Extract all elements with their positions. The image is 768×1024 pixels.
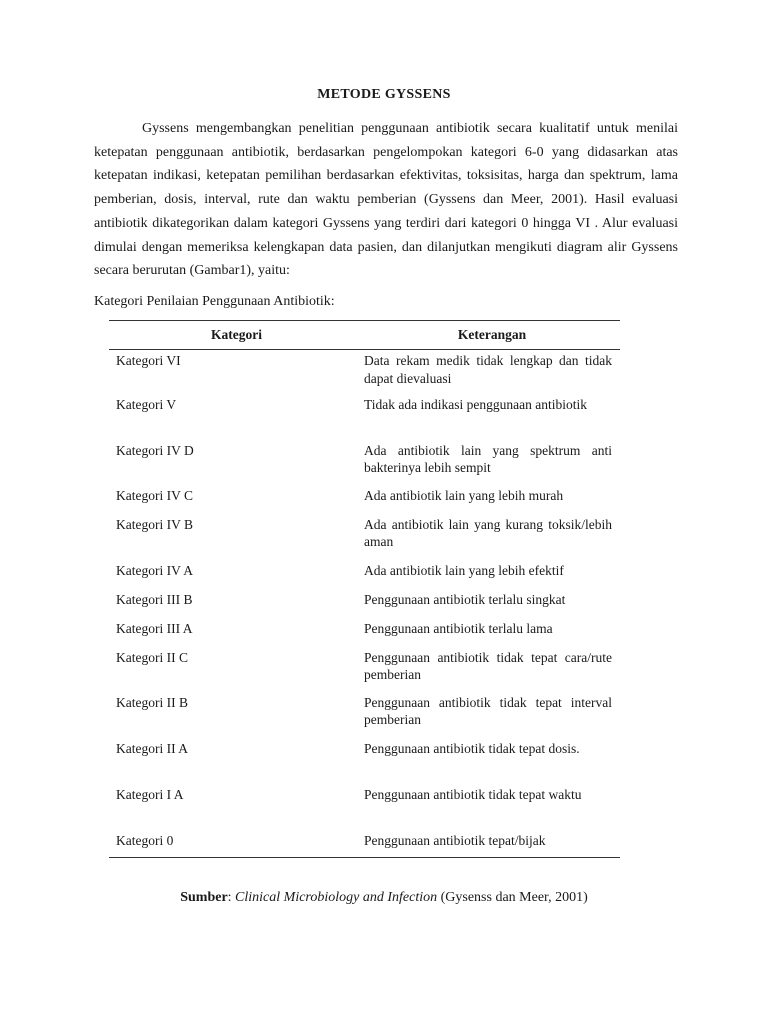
table-row [109, 396, 620, 442]
source-label: Sumber [180, 890, 228, 905]
table-row [109, 487, 620, 516]
keterangan-cell: Penggunaan antibiotik tidak tepat dosis. [364, 740, 580, 756]
table-row [109, 442, 620, 487]
table-lead-text: Kategori Penilaian Penggunaan Antibiotik: [94, 294, 335, 309]
kategori-cell: Kategori III A [116, 620, 193, 636]
kategori-cell: Kategori III B [116, 591, 193, 607]
table-header [109, 321, 620, 350]
keterangan-cell: Penggunaan antibiotik terlalu lama [364, 620, 553, 636]
table-row [109, 832, 620, 858]
keterangan-cell: Ada antibiotik lain yang spektrum anti bakterinya lebih sempit [364, 442, 612, 475]
table-row [109, 740, 620, 786]
page-title: METODE GYSSENS [317, 87, 451, 102]
source-citation: Sumber: Clinical Microbiology and Infection (Gysenss dan Meer, 2001) [180, 890, 588, 905]
kategori-cell: Kategori II B [116, 694, 188, 710]
kategori-cell: Kategori V [116, 396, 177, 412]
keterangan-cell: Tidak ada indikasi penggunaan antibiotik [364, 396, 587, 412]
header-kategori: Kategori [109, 321, 364, 350]
keterangan-cell: Penggunaan antibiotik tidak tepat interval pemberian [364, 694, 612, 727]
kategori-cell: Kategori IV C [116, 487, 193, 503]
table-row [109, 649, 620, 694]
keterangan-cell: Penggunaan antibiotik tepat/bijak [364, 832, 620, 858]
kategori-cell: Kategori 0 [109, 832, 364, 858]
kategori-cell: Kategori IV D [116, 442, 194, 458]
category-table [109, 320, 620, 858]
table-body [109, 350, 620, 858]
source-title: Clinical Microbiology and Infection [235, 890, 438, 905]
kategori-cell: Kategori VI [116, 353, 181, 368]
keterangan-cell: Penggunaan antibiotik terlalu singkat [364, 591, 566, 607]
table-row [109, 516, 620, 562]
table-row [109, 591, 620, 620]
table-row [109, 694, 620, 740]
keterangan-cell: Penggunaan antibiotik tidak tepat cara/rute pemberian [364, 649, 612, 682]
keterangan-cell: Penggunaan antibiotik tidak tepat waktu [364, 786, 582, 802]
kategori-cell: Kategori IV A [116, 562, 193, 578]
kategori-cell: Kategori I A [116, 786, 184, 802]
body-paragraph: Gyssens mengembangkan penelitian penggunaan antibiotik secara kualitatif untuk menilai ketepatan penggunaan antibiotik, berdasarkan pengelompokan kategori 6-0 yang didasarkan atas ketepatan indikasi, ketepatan pemilihan berdasarkan efektivitas, toksisitas, harga dan spektrum, lama pemberian, dosis, interval, rute dan waktu pemberian (Gyssens dan Meer, 2001). Hasil evaluasi antibiotik dikategorikan dalam kategori Gyssens yang terdiri dari kategori 0 hingga VI . Alur evaluasi dimulai dengan memeriksa kelengkapan data pasien, dan dilanjutkan mengikuti diagram alir Gyssens secara berurutan (Gambar1), yaitu: [94, 121, 678, 279]
table-row [109, 786, 620, 832]
kategori-cell: Kategori IV B [116, 516, 193, 532]
table-row [109, 620, 620, 649]
keterangan-cell: Data rekam medik tidak lengkap dan tidak dapat dievaluasi [364, 353, 612, 386]
source-reference: (Gysenss dan Meer, 2001) [440, 890, 588, 905]
kategori-cell: Kategori II C [116, 649, 188, 665]
header-keterangan: Keterangan [364, 321, 620, 350]
keterangan-cell: Ada antibiotik lain yang lebih murah [364, 487, 564, 503]
table-row [109, 562, 620, 591]
keterangan-cell: Ada antibiotik lain yang lebih efektif [364, 562, 564, 578]
kategori-cell: Kategori II A [116, 740, 188, 756]
table-row [109, 350, 620, 396]
keterangan-cell: Ada antibiotik lain yang kurang toksik/lebih aman [364, 516, 612, 549]
